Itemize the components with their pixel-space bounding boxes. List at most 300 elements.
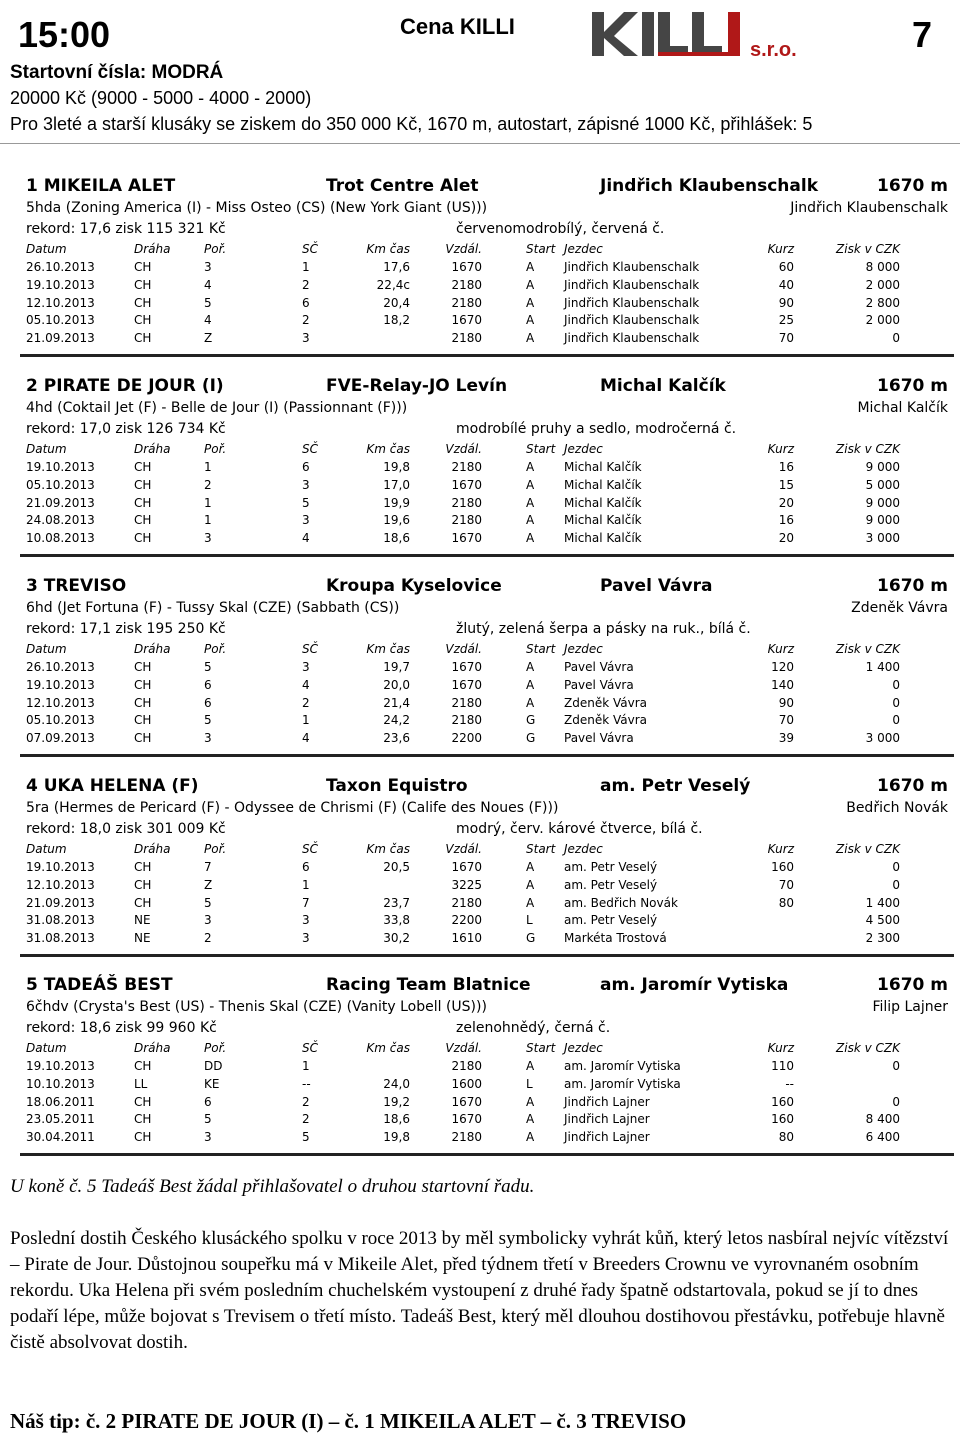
table-cell: 24,2 (383, 713, 410, 728)
column-header: Datum (26, 842, 67, 856)
block-divider (20, 354, 954, 357)
table-cell: 8 400 (865, 1112, 900, 1127)
horse-name: 5 TADEÁŠ BEST (26, 975, 173, 995)
table-cell: 0 (892, 695, 900, 710)
table-cell: Pavel Vávra (564, 677, 634, 692)
table-cell: CH (134, 531, 152, 546)
table-cell: 2 000 (865, 313, 900, 328)
table-cell: 160 (771, 1094, 794, 1109)
table-cell: 12.10.2013 (26, 295, 95, 310)
table-cell: 2 (302, 313, 310, 328)
column-header: Datum (26, 442, 67, 456)
column-header: Zisk v CZK (836, 242, 900, 256)
distance: 1670 m (877, 176, 948, 196)
table-cell: Michal Kalčík (564, 531, 642, 546)
column-header: Dráha (134, 242, 171, 256)
table-cell: 1670 (451, 677, 482, 692)
table-cell: 21.09.2013 (26, 895, 95, 910)
owner: Taxon Equistro (326, 776, 468, 796)
horse-block (0, 971, 960, 1171)
table-cell: 30.04.2011 (26, 1130, 95, 1145)
race-conditions: Pro 3leté a starší klusáky se ziskem do 350 000 Kč, 1670 m, autostart, zápisné 1000 Kč, přihlášek: 5 (10, 114, 813, 134)
table-cell: G (526, 931, 536, 946)
column-header: Start (526, 242, 556, 256)
table-cell: A (526, 660, 535, 674)
table-cell: 3 (204, 913, 212, 928)
column-header: Km čas (366, 842, 410, 856)
table-cell: Zdeněk Vávra (564, 713, 647, 728)
table-cell: Jindřich Lajner (564, 1094, 650, 1109)
table-cell: 3 000 (865, 731, 900, 746)
table-cell: 4 (204, 313, 212, 328)
table-cell: 7 (302, 895, 310, 910)
table-cell: 2 000 (865, 277, 900, 292)
column-header: Poř. (204, 1041, 227, 1055)
table-cell: 1670 (451, 477, 482, 492)
table-cell: am. Petr Veselý (564, 913, 658, 928)
table-cell: CH (134, 677, 152, 692)
table-cell: Michal Kalčík (564, 460, 642, 474)
header-divider (0, 143, 960, 144)
table-cell: 6 (302, 860, 310, 874)
table-cell: 18,6 (383, 1112, 410, 1127)
table-cell: 19,8 (383, 460, 410, 474)
column-header: Km čas (366, 642, 410, 656)
table-cell: 2200 (451, 731, 482, 746)
record: rekord: 18,6 zisk 99 960 Kč (26, 1020, 217, 1036)
trainer: Jindřich Klaubenschalk (600, 176, 819, 196)
table-cell: L (526, 1076, 533, 1091)
driver: Filip Lajner (872, 999, 948, 1015)
column-header: Start (526, 1041, 556, 1055)
owner: Trot Centre Alet (326, 176, 479, 196)
table-cell: 15 (778, 477, 794, 492)
table-cell: 3 (302, 931, 310, 946)
svg-text:s.r.o.: s.r.o. (750, 39, 797, 60)
table-cell: A (526, 677, 535, 692)
table-cell: 2180 (451, 1130, 482, 1145)
table-cell: 2 300 (865, 931, 900, 946)
column-header: Kurz (767, 1041, 794, 1055)
table-cell: 19,9 (383, 495, 410, 510)
table-cell: 19.10.2013 (26, 677, 95, 692)
table-cell: 3 (302, 513, 310, 528)
column-header: Dráha (134, 442, 171, 456)
column-header: Jezdec (564, 642, 603, 656)
table-cell: 3 (204, 260, 212, 274)
horse-name: 1 MIKEILA ALET (26, 176, 176, 196)
table-cell: Michal Kalčík (564, 495, 642, 510)
column-header: Jezdec (564, 1041, 603, 1055)
table-cell: 140 (771, 677, 794, 692)
column-header: Vzdál. (445, 242, 482, 256)
table-cell: 24,0 (383, 1076, 410, 1091)
pedigree: 6hd (Jet Fortuna (F) - Tussy Skal (CZE) (Sabbath (CS)) (26, 600, 400, 616)
table-cell: CH (134, 695, 152, 710)
table-cell: CH (134, 260, 152, 274)
table-cell: 80 (778, 1130, 794, 1145)
table-cell: 21.09.2013 (26, 495, 95, 510)
table-cell: 26.10.2013 (26, 660, 95, 674)
table-cell: 0 (892, 1059, 900, 1073)
column-header: Kurz (767, 442, 794, 456)
horse-block (0, 172, 960, 372)
table-cell: 3 (302, 477, 310, 492)
note-italic: U koně č. 5 Tadeáš Best žádal přihlašovatel o druhou startovní řadu. (10, 1176, 535, 1197)
table-cell: 1610 (451, 931, 482, 946)
table-cell: 3 (204, 531, 212, 546)
table-cell: Markéta Trostová (564, 931, 667, 946)
table-cell: 3 (204, 1130, 212, 1145)
table-cell: CH (134, 1130, 152, 1145)
table-cell: Jindřich Klaubenschalk (564, 260, 700, 274)
table-cell: 5 (204, 1112, 212, 1127)
column-header: Zisk v CZK (836, 842, 900, 856)
table-cell: 2 (204, 477, 212, 492)
pedigree: 5hda (Zoning America (I) - Miss Osteo (CS) (New York Giant (US))) (26, 200, 488, 216)
table-cell: 0 (892, 877, 900, 892)
table-cell: 6 (302, 460, 310, 474)
table-cell: KE (204, 1076, 220, 1091)
column-header: Zisk v CZK (836, 442, 900, 456)
table-cell: A (526, 495, 535, 510)
table-cell: 18,6 (383, 531, 410, 546)
table-cell: -- (302, 1076, 311, 1091)
table-cell: 2 (302, 1112, 310, 1127)
column-header: Dráha (134, 642, 171, 656)
table-cell: L (526, 913, 533, 928)
table-cell: DD (204, 1059, 223, 1073)
table-cell: 1670 (451, 660, 482, 674)
table-cell: 0 (892, 331, 900, 346)
table-cell: A (526, 477, 535, 492)
trainer: am. Jaromír Vytiska (600, 975, 789, 995)
column-header: Vzdál. (445, 642, 482, 656)
table-cell: A (526, 295, 535, 310)
column-header: Start (526, 442, 556, 456)
table-cell: 20,0 (383, 677, 410, 692)
table-cell: 23,6 (383, 731, 410, 746)
horse-block (0, 772, 960, 972)
table-cell: 19,7 (383, 660, 410, 674)
table-cell: G (526, 713, 536, 728)
table-cell: 19.10.2013 (26, 1059, 95, 1073)
table-cell: 1 (204, 495, 212, 510)
table-cell: 19,6 (383, 513, 410, 528)
table-cell: 6 (204, 695, 212, 710)
table-cell: 23,7 (383, 895, 410, 910)
table-cell: 2180 (451, 331, 482, 346)
table-cell: A (526, 695, 535, 710)
table-cell: 22,4c (376, 277, 410, 292)
column-header: SČ (302, 242, 318, 256)
column-header: Vzdál. (445, 442, 482, 456)
distance: 1670 m (877, 776, 948, 796)
table-cell: CH (134, 1059, 152, 1073)
table-cell: A (526, 1130, 535, 1145)
table-cell: 80 (778, 895, 794, 910)
table-cell: 9 000 (865, 495, 900, 510)
table-cell: 23.05.2011 (26, 1112, 95, 1127)
table-cell: 19,8 (383, 1130, 410, 1145)
block-divider (20, 1153, 954, 1156)
table-cell: CH (134, 477, 152, 492)
column-header: Kurz (767, 642, 794, 656)
table-cell: 39 (778, 731, 794, 746)
table-cell: G (526, 731, 536, 746)
table-cell: Z (204, 331, 213, 346)
driver: Michal Kalčík (857, 400, 948, 416)
table-cell: 2 (204, 931, 212, 946)
table-cell: 160 (771, 1112, 794, 1127)
table-cell: 9 000 (865, 460, 900, 474)
table-cell: A (526, 331, 535, 346)
table-cell: Jindřich Klaubenschalk (564, 331, 700, 346)
table-cell: CH (134, 331, 152, 346)
table-cell: 16 (778, 460, 794, 474)
table-cell: CH (134, 713, 152, 728)
owner: FVE-Relay-JO Levín (326, 376, 508, 396)
table-cell: 4 (302, 531, 310, 546)
table-cell: 9 000 (865, 513, 900, 528)
table-cell: 5 (302, 1130, 310, 1145)
owner: Racing Team Blatnice (326, 975, 531, 995)
table-cell: Pavel Vávra (564, 731, 634, 746)
table-cell: CH (134, 660, 152, 674)
table-cell: CH (134, 1112, 152, 1127)
table-cell: 5 (204, 660, 212, 674)
table-cell: A (526, 313, 535, 328)
column-header: Datum (26, 642, 67, 656)
table-cell: 70 (778, 331, 794, 346)
table-cell: 5 000 (865, 477, 900, 492)
table-cell: CH (134, 513, 152, 528)
table-cell: 2180 (451, 1059, 482, 1073)
pedigree: 6čhdv (Crysta's Best (US) - Thenis Skal (CZE) (Vanity Lobell (US))) (26, 999, 487, 1015)
table-cell: 18.06.2011 (26, 1094, 95, 1109)
table-cell: CH (134, 877, 152, 892)
column-header: SČ (302, 642, 318, 656)
table-cell: am. Jaromír Vytiska (564, 1059, 681, 1073)
table-cell: 4 500 (865, 913, 900, 928)
table-cell: 20 (778, 495, 794, 510)
table-cell: A (526, 860, 535, 874)
table-cell: 70 (778, 877, 794, 892)
table-cell: am. Jaromír Vytiska (564, 1076, 681, 1091)
start-numbers: Startovní čísla: MODRÁ (10, 62, 224, 83)
table-cell: 05.10.2013 (26, 713, 95, 728)
table-cell: 40 (778, 277, 794, 292)
column-header: Dráha (134, 1041, 171, 1055)
sponsor-logo (592, 8, 842, 65)
table-cell: 12.10.2013 (26, 695, 95, 710)
table-cell: 90 (778, 695, 794, 710)
table-cell: 70 (778, 713, 794, 728)
table-cell: Michal Kalčík (564, 513, 642, 528)
table-cell: 0 (892, 1094, 900, 1109)
table-cell: 17,0 (383, 477, 410, 492)
table-cell: 2180 (451, 895, 482, 910)
race-name: Cena KILLI (400, 14, 515, 39)
table-cell: 5 (204, 895, 212, 910)
table-cell: 2180 (451, 295, 482, 310)
distance: 1670 m (877, 975, 948, 995)
table-cell: 17,6 (383, 260, 410, 274)
colors: modrobílé pruhy a sedlo, modročerná č. (456, 421, 737, 437)
table-cell: am. Petr Veselý (564, 860, 658, 874)
table-cell: 6 (302, 295, 310, 310)
colors: žlutý, zelená šerpa a pásky na ruk., bílá č. (456, 621, 751, 637)
table-cell: 4 (204, 277, 212, 292)
trainer: Michal Kalčík (600, 376, 726, 396)
table-cell: 10.08.2013 (26, 531, 95, 546)
table-cell: 2180 (451, 713, 482, 728)
tip: Náš tip: č. 2 PIRATE DE JOUR (I) – č. 1 MIKEILA ALET – č. 3 TREVISO (10, 1409, 687, 1433)
column-header: Vzdál. (445, 842, 482, 856)
table-cell: CH (134, 895, 152, 910)
table-cell: 1 400 (865, 895, 900, 910)
record: rekord: 17,1 zisk 195 250 Kč (26, 621, 226, 637)
table-cell: Jindřich Lajner (564, 1130, 650, 1145)
table-cell: A (526, 277, 535, 292)
column-header: Zisk v CZK (836, 642, 900, 656)
column-header: SČ (302, 842, 318, 856)
table-cell: 2180 (451, 460, 482, 474)
table-cell: 6 (204, 1094, 212, 1109)
driver: Bedřich Novák (846, 800, 948, 816)
horse-name: 4 UKA HELENA (F) (26, 776, 199, 796)
table-cell: 33,8 (383, 913, 410, 928)
table-cell: 1 (302, 260, 310, 274)
table-cell: Zdeněk Vávra (564, 695, 647, 710)
table-cell: 6 (204, 677, 212, 692)
table-cell: 26.10.2013 (26, 260, 95, 274)
table-cell: CH (134, 313, 152, 328)
table-cell: 24.08.2013 (26, 513, 95, 528)
table-cell: 3 000 (865, 531, 900, 546)
table-cell: 2 (302, 277, 310, 292)
table-cell: 5 (204, 713, 212, 728)
table-cell: A (526, 895, 535, 910)
table-cell: 21,4 (383, 695, 410, 710)
table-cell: CH (134, 460, 152, 474)
table-cell: 07.09.2013 (26, 731, 95, 746)
table-cell: Jindřich Klaubenschalk (564, 295, 700, 310)
colors: zelenohnědý, černá č. (456, 1020, 611, 1036)
table-cell: 05.10.2013 (26, 477, 95, 492)
table-cell: 30,2 (383, 931, 410, 946)
table-cell: 1670 (451, 531, 482, 546)
table-cell: 2180 (451, 277, 482, 292)
table-cell: am. Bedřich Novák (564, 895, 678, 910)
table-cell: 19.10.2013 (26, 860, 95, 874)
table-cell: 2180 (451, 495, 482, 510)
pedigree: 5ra (Hermes de Pericard (F) - Odyssee de Chrismi (F) (Calife des Noues (F))) (26, 800, 559, 816)
colors: červenomodrobílý, červená č. (456, 221, 665, 237)
table-cell: LL (134, 1076, 148, 1091)
table-cell: 20 (778, 531, 794, 546)
table-cell: 0 (892, 860, 900, 874)
table-cell: A (526, 1059, 535, 1073)
table-cell: 8 000 (865, 260, 900, 274)
table-cell: 1600 (451, 1076, 482, 1091)
table-cell: Jindřich Klaubenschalk (564, 313, 700, 328)
horse-name: 3 TREVISO (26, 576, 127, 596)
block-divider (20, 954, 954, 957)
table-cell: 60 (778, 260, 794, 274)
distance: 1670 m (877, 576, 948, 596)
table-cell: CH (134, 1094, 152, 1109)
race-time: 15:00 (18, 14, 111, 55)
table-cell: Jindřich Lajner (564, 1112, 650, 1127)
column-header: Jezdec (564, 242, 603, 256)
record: rekord: 18,0 zisk 301 009 Kč (26, 821, 226, 837)
table-cell: A (526, 877, 535, 892)
race-number: 7 (912, 14, 933, 55)
distance: 1670 m (877, 376, 948, 396)
table-cell: 21.09.2013 (26, 331, 95, 346)
column-header: Start (526, 642, 556, 656)
table-cell: 4 (302, 677, 310, 692)
column-header: Zisk v CZK (836, 1041, 900, 1055)
table-cell: 3 (302, 660, 310, 674)
commentary: Poslední dostih Českého klusáckého spolku v roce 2013 by měl symbolicky vyhrát kůň, který letos nasbíral nejvíc vítězství – Pirate de Jour. Důstojnou soupeřku má v Mikeile Alet, před týdnem třetí v Breeders Crownu ve vyrovnaném osobním rekordu. Uka Helena při svém posledním chuchelském vystoupení z druhé řady špatně odstartovala, pokud se jí to dnes podaří lépe, může bojovat s Trevisem o třetí místo. Tadeáš Best, který měl dlouhou dostihovou přestávku, potřebuje hlavně čistě absolvovat dostih. (10, 1228, 949, 1353)
driver: Jindřich Klaubenschalk (790, 200, 948, 216)
table-cell: 120 (771, 660, 794, 674)
table-cell: 12.10.2013 (26, 877, 95, 892)
table-cell: 31.08.2013 (26, 913, 95, 928)
table-cell: A (526, 1112, 535, 1127)
table-cell: am. Petr Veselý (564, 877, 658, 892)
table-cell: 2200 (451, 913, 482, 928)
table-cell: 160 (771, 860, 794, 874)
column-header: SČ (302, 442, 318, 456)
table-cell: CH (134, 277, 152, 292)
trainer: Pavel Vávra (600, 576, 713, 596)
column-header: Datum (26, 1041, 67, 1055)
table-cell: 16 (778, 513, 794, 528)
table-cell: 05.10.2013 (26, 313, 95, 328)
table-cell: 1670 (451, 860, 482, 874)
table-cell: A (526, 513, 535, 528)
block-divider (20, 554, 954, 557)
table-cell: Pavel Vávra (564, 660, 634, 674)
table-cell: 1670 (451, 260, 482, 274)
table-cell: A (526, 260, 535, 274)
block-divider (20, 754, 954, 757)
column-header: Dráha (134, 842, 171, 856)
table-cell: 3 (302, 331, 310, 346)
table-cell: NE (134, 913, 151, 928)
table-cell: Michal Kalčík (564, 477, 642, 492)
horse-block (0, 372, 960, 572)
table-cell: 1 (204, 513, 212, 528)
table-cell: 19.10.2013 (26, 460, 95, 474)
table-cell: 19.10.2013 (26, 277, 95, 292)
table-cell: NE (134, 931, 151, 946)
owner: Kroupa Kyselovice (326, 576, 502, 596)
column-header: Jezdec (564, 442, 603, 456)
table-cell: 0 (892, 677, 900, 692)
table-cell: 25 (778, 313, 794, 328)
table-cell: 110 (771, 1059, 794, 1073)
table-cell: 19,2 (383, 1094, 410, 1109)
table-cell: 1 (302, 1059, 310, 1073)
table-cell: Jindřich Klaubenschalk (564, 277, 700, 292)
column-header: Km čas (366, 442, 410, 456)
table-cell: 1 (204, 460, 212, 474)
table-cell: 90 (778, 295, 794, 310)
